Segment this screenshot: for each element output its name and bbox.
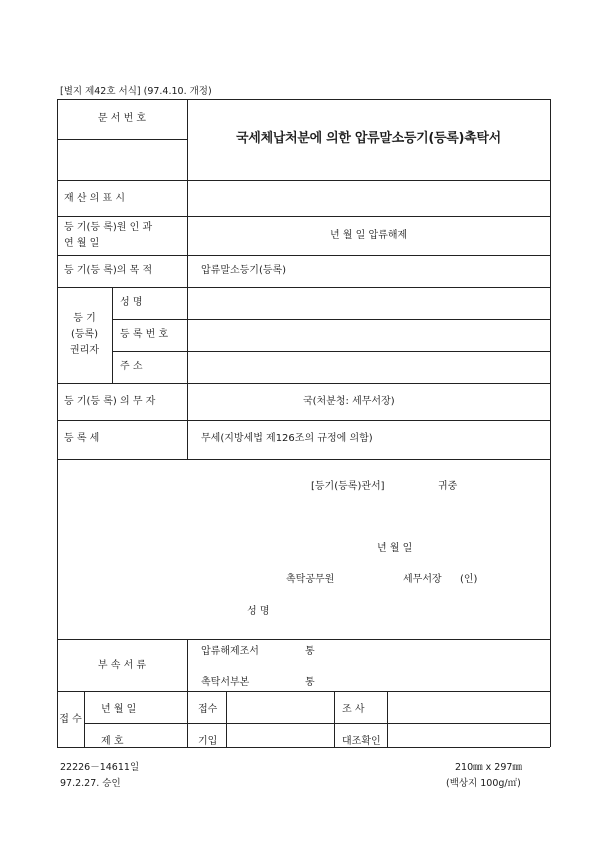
receipt-number-label: 제 호	[101, 736, 124, 747]
obligor-value: 국(처분청: 세무서장)	[303, 396, 395, 407]
official-label: 촉탁공무원	[286, 574, 335, 585]
holder-regno-label: 등 록 번 호	[120, 329, 169, 340]
holder-group-line3: 권리자	[70, 345, 99, 356]
paper-size: 210㎜ x 297㎜	[455, 762, 522, 773]
receipt-side-label: 접 수	[59, 714, 82, 725]
approval-date: 97.2.27. 승인	[60, 778, 121, 789]
name-label: 성 명	[247, 606, 270, 617]
form-title: 국세체납처분에 의한 압류말소등기(등록)촉탁서	[236, 131, 501, 146]
check-label: 조 사	[342, 704, 365, 715]
attachments-label: 부 속 서 류	[97, 660, 147, 671]
verify-label: 대조확인	[342, 736, 381, 747]
holder-address-label: 주 소	[120, 361, 143, 372]
date-line: 년 월 일	[377, 543, 413, 554]
purpose-value: 압류말소등기(등록)	[201, 265, 287, 276]
receipt-date-label: 년 월 일	[101, 704, 137, 715]
doc-number-label: 문 서 번 호	[97, 113, 147, 124]
cause-value: 년 월 일 압류해제	[330, 230, 408, 241]
entry-label: 기입	[198, 736, 218, 747]
holder-name-label: 성 명	[120, 297, 143, 308]
attachment-item2-unit: 통	[305, 677, 315, 688]
form-label: [별지 제42호 서식] (97.4.10. 개정)	[60, 86, 212, 97]
purpose-label: 등 기(등 록)의 목 적	[64, 265, 153, 276]
holder-group-line1: 등 기	[73, 313, 96, 324]
table-right-border	[550, 99, 551, 747]
attachment-item2-label: 촉탁서부본	[201, 677, 250, 688]
official-title: 세무서장	[403, 574, 442, 585]
table-bottom-border	[57, 747, 550, 748]
addressee-label: [등기(등록)관서]	[311, 481, 385, 492]
attachment-item1-label: 압류해제조서	[201, 646, 259, 657]
cause-label-line2: 연 월 일	[64, 238, 100, 249]
table-top-border	[57, 99, 550, 100]
paper-type: (백상지 100g/㎡)	[446, 778, 521, 789]
cause-label-line1: 등 기(등 록)원 인 과	[64, 222, 153, 233]
attachment-item1-unit: 통	[305, 646, 315, 657]
receipt-label: 접수	[198, 704, 218, 715]
seal-mark: (인)	[460, 574, 478, 585]
obligor-label: 등 기(등 록) 의 무 자	[64, 396, 156, 407]
property-label-text: 재 산 의 표 시	[64, 193, 126, 204]
tax-label: 등 록 세	[64, 433, 100, 444]
addressee-suffix: 귀중	[438, 481, 458, 492]
form-code: 22226－14611일	[60, 762, 140, 773]
holder-group-line2: (등록)	[70, 329, 99, 340]
property-label	[64, 193, 180, 205]
tax-value: 무세(지방세법 제126조의 규정에 의함)	[201, 433, 373, 444]
table-left-border	[57, 99, 58, 747]
